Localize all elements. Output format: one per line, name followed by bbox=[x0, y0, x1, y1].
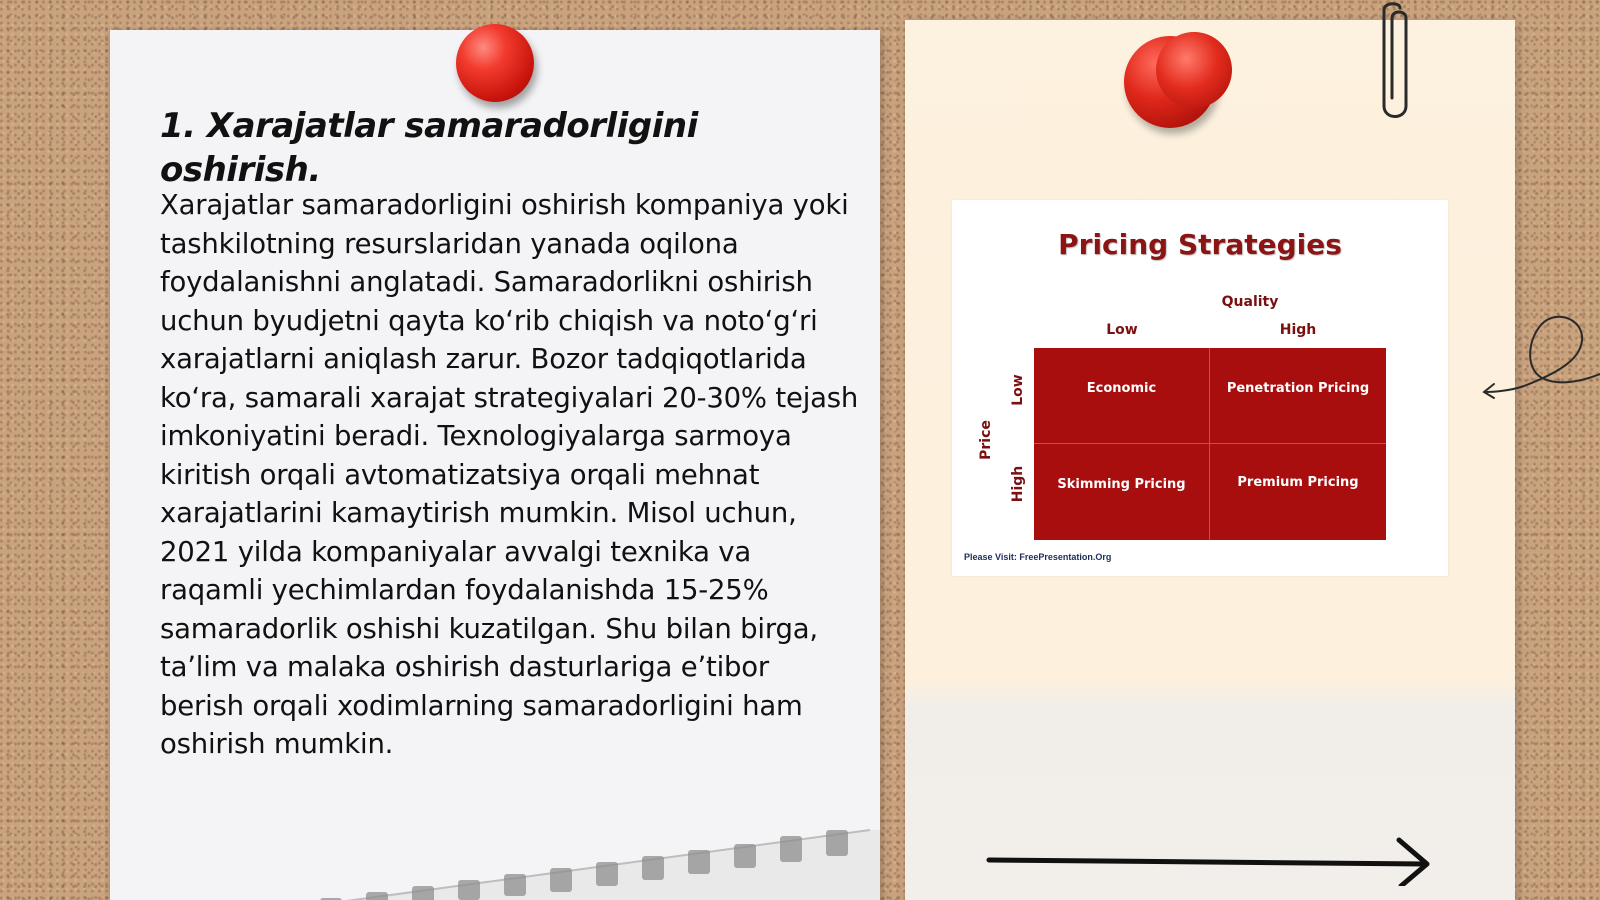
matrix-cell-penetration-pricing: Penetration Pricing bbox=[1210, 348, 1386, 444]
chart-source-footer: Please Visit: FreePresentation.Org bbox=[964, 552, 1112, 562]
paperclip-icon bbox=[1372, 0, 1412, 124]
right-arrow-icon bbox=[985, 836, 1445, 886]
torn-paper-edge bbox=[110, 790, 880, 900]
matrix-cell-skimming-pricing: Skimming Pricing bbox=[1034, 444, 1210, 540]
curl-arrow-icon bbox=[1480, 312, 1600, 408]
price-axis-label: Price bbox=[978, 420, 994, 460]
pushpin-icon bbox=[456, 24, 534, 102]
quality-low-label: Low bbox=[1106, 322, 1138, 338]
matrix-cell-economic: Economic bbox=[1034, 348, 1210, 444]
chart-title: Pricing Strategies bbox=[1058, 228, 1342, 261]
section-heading: 1. Xarajatlar samaradorligini oshirish. bbox=[160, 106, 698, 190]
pricing-strategies-chart bbox=[952, 200, 1448, 576]
strategy-matrix bbox=[1034, 348, 1386, 540]
section-body-text: Xarajatlar samaradorligini oshirish kompaniya yoki tashkilotning resurslaridan yanada oqilona foydalanishni anglatadi. Samaradorlikni oshirish uchun byudjetni qayta koʻrib chiqish va notoʻgʻri xarajatlarni aniqlash zarur. Bozor tadqiqotlarida koʻra, samarali xarajat strategiyalari 20-30% tejash imkoniyatini beradi. Texnologiyalarga sarmoya kiritish orqali avtomatizatsiya orqali mehnat xarajatlarini kamaytirish mumkin. Misol uchun, 2021 yilda kompaniyalar avvalgi texnika va raqamli yechimlardan foydalanishda 15-25% samaradorlik oshishi kuzatilgan. Shu bilan birga, taʼlim va malaka oshirish dasturlariga eʼtibor berish orqali xodimlarning samaradorligini ham oshirish mumkin. bbox=[160, 189, 859, 760]
quality-axis-label: Quality bbox=[1221, 294, 1279, 310]
price-low-label: Low bbox=[1010, 374, 1026, 406]
matrix-cell-premium-pricing: Premium Pricing bbox=[1210, 444, 1386, 540]
pushpin-icon bbox=[1156, 32, 1232, 108]
price-high-label: High bbox=[1010, 465, 1026, 503]
quality-high-label: High bbox=[1279, 322, 1317, 338]
